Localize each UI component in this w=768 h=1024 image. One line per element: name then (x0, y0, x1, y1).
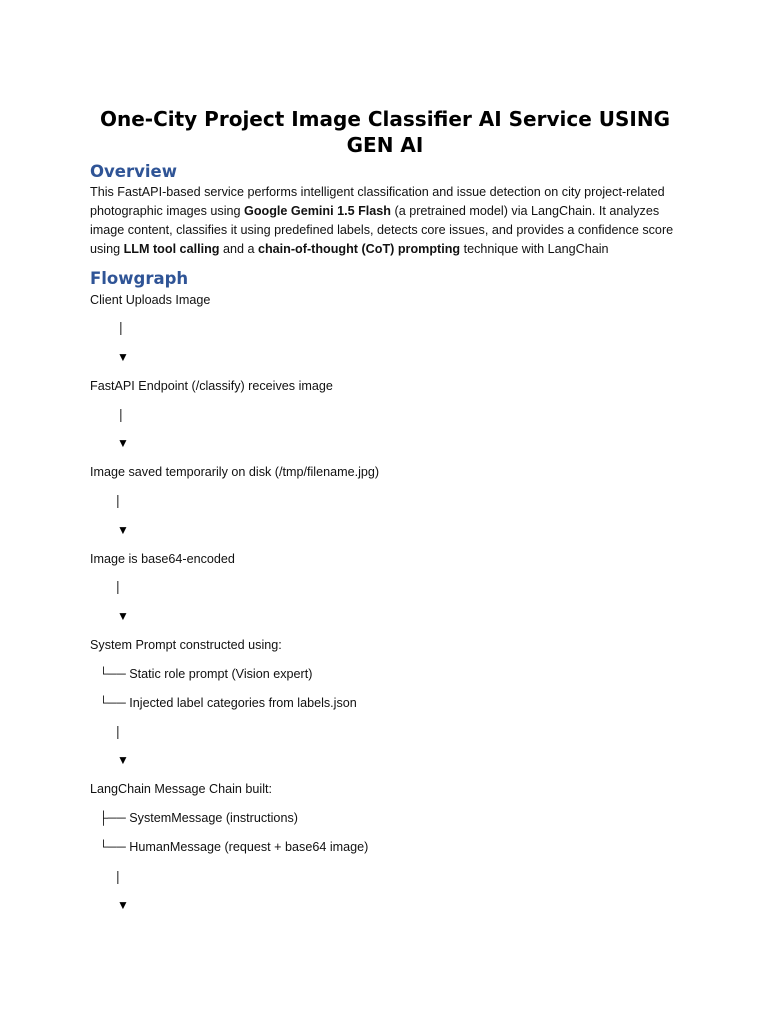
flow-step-system-prompt: System Prompt constructed using: (90, 638, 282, 652)
flow-pipe: | (116, 868, 120, 884)
flowgraph-heading: Flowgraph (90, 269, 189, 288)
overview-text-2: (a pretrained model) via LangChain. It analyzes image content, classifies it using predefined labels, detects core issues, and provides a confidence score using (90, 204, 674, 256)
overview-bold-model: Google Gemini 1.5 Flash (244, 204, 391, 218)
flow-step-fastapi-endpoint: FastAPI Endpoint (/classify) receives image (90, 379, 333, 393)
flow-pipe: | (116, 723, 120, 739)
flow-pipe: | (116, 492, 120, 508)
overview-bold-tool-calling: LLM tool calling (123, 242, 220, 256)
flow-pipe: | (119, 406, 123, 422)
flow-arrow-down-icon: ▼ (117, 350, 129, 364)
overview-heading: Overview (90, 162, 177, 181)
flow-step-image-saved: Image saved temporarily on disk (/tmp/filename.jpg) (90, 465, 380, 479)
flow-step-client-upload: Client Uploads Image (90, 293, 211, 307)
overview-text-1: This FastAPI-based service performs intelligent classification and issue detection on city project-related photographic images using (90, 185, 665, 218)
flow-substep-label-categories: └── Injected label categories from labels.json (99, 696, 357, 710)
flow-pipe: | (116, 578, 120, 594)
flow-pipe: | (119, 319, 123, 335)
flow-arrow-down-icon: ▼ (117, 523, 129, 537)
flow-step-base64: Image is base64-encoded (90, 552, 235, 566)
flow-step-langchain-chain: LangChain Message Chain built: (90, 782, 273, 796)
flow-arrow-down-icon: ▼ (117, 753, 129, 767)
overview-text-4: technique with LangChain (460, 242, 609, 256)
flow-arrow-down-icon: ▼ (117, 898, 129, 912)
flow-substep-human-message: └── HumanMessage (request + base64 image) (99, 840, 369, 854)
overview-paragraph (90, 183, 680, 259)
overview-text-3: and a (219, 242, 258, 256)
flow-substep-system-message: ├── SystemMessage (instructions) (99, 811, 298, 825)
flow-arrow-down-icon: ▼ (117, 609, 129, 623)
overview-bold-cot: chain-of-thought (CoT) prompting (257, 242, 461, 256)
document-title: One-City Project Image Classifier AI Service USING GEN AI (99, 107, 671, 157)
flow-arrow-down-icon: ▼ (117, 436, 129, 450)
flow-substep-static-role: └── Static role prompt (Vision expert) (99, 667, 313, 681)
